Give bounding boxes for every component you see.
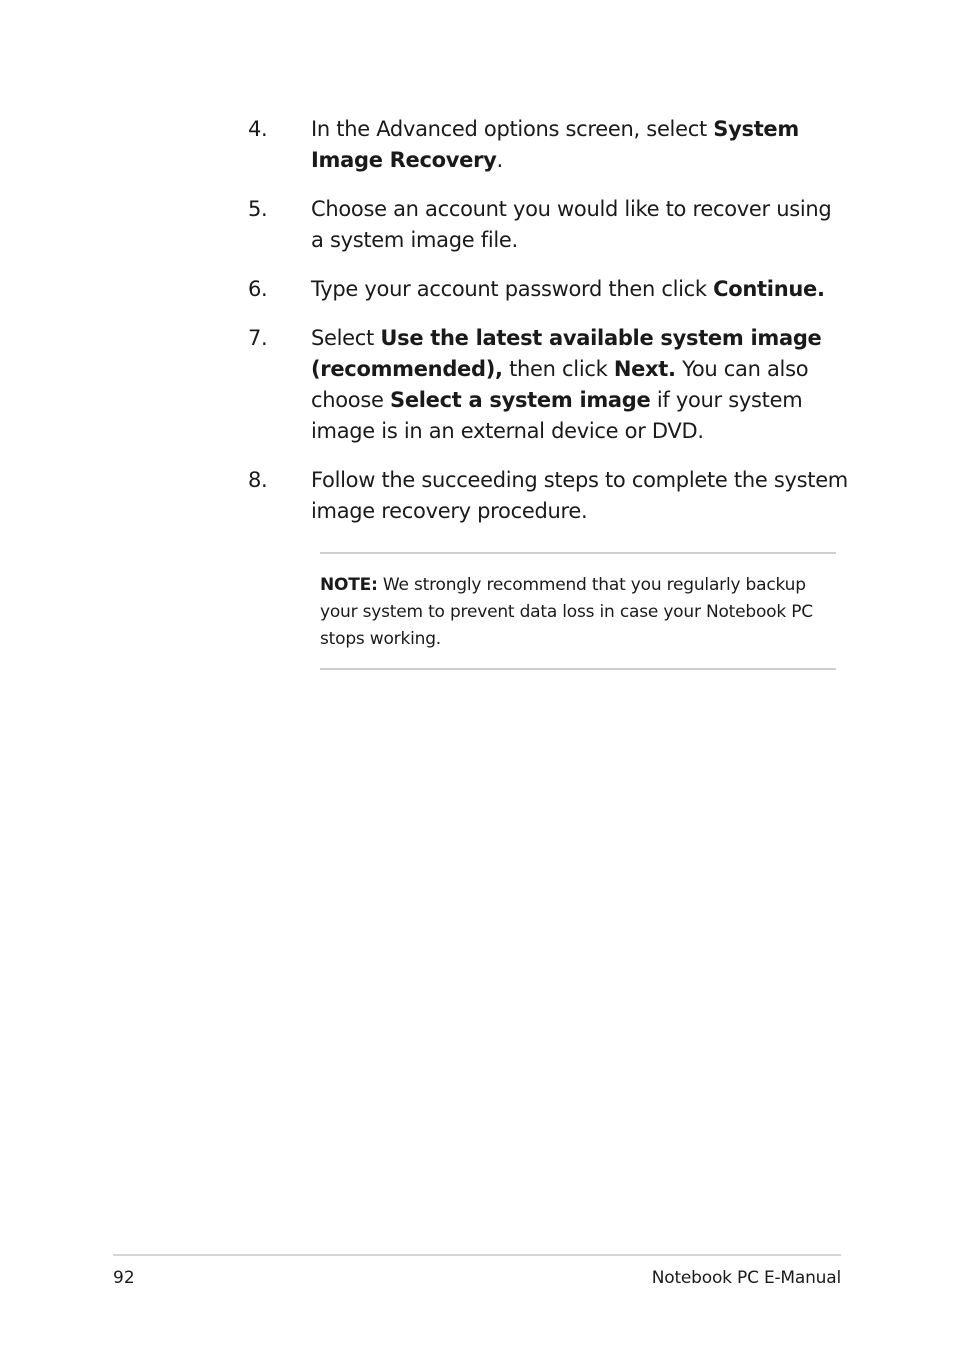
step-text: Choose an account you would like to recover using a system image file. bbox=[311, 197, 832, 252]
step-number: 8. bbox=[248, 468, 268, 492]
step-text: Select Use the latest available system image (recommended), then click Next. You can also choose Select a system image if your system image is in an external device or DVD. bbox=[311, 326, 822, 443]
step-number: 6. bbox=[248, 277, 268, 301]
step-item bbox=[248, 194, 848, 256]
footer-divider bbox=[113, 1254, 841, 1256]
step-item bbox=[248, 323, 848, 447]
page-number: 92 bbox=[113, 1268, 135, 1288]
note-label: NOTE: bbox=[320, 575, 378, 595]
step-text: Follow the succeeding steps to complete the system image recovery procedure. bbox=[311, 468, 848, 523]
step-text: Type your account password then click Continue. bbox=[311, 277, 825, 301]
step-number: 7. bbox=[248, 326, 268, 350]
note-box bbox=[320, 552, 836, 670]
manual-title: Notebook PC E-Manual bbox=[651, 1268, 841, 1288]
step-number: 5. bbox=[248, 197, 268, 221]
step-item bbox=[248, 114, 848, 176]
step-number: 4. bbox=[248, 117, 268, 141]
step-item bbox=[248, 465, 848, 527]
instruction-steps bbox=[248, 114, 848, 545]
note-text: We strongly recommend that you regularly backup your system to prevent data loss in case your Notebook PC stops working. bbox=[320, 575, 813, 649]
step-text: In the Advanced options screen, select System Image Recovery. bbox=[311, 117, 799, 172]
step-item bbox=[248, 274, 848, 305]
